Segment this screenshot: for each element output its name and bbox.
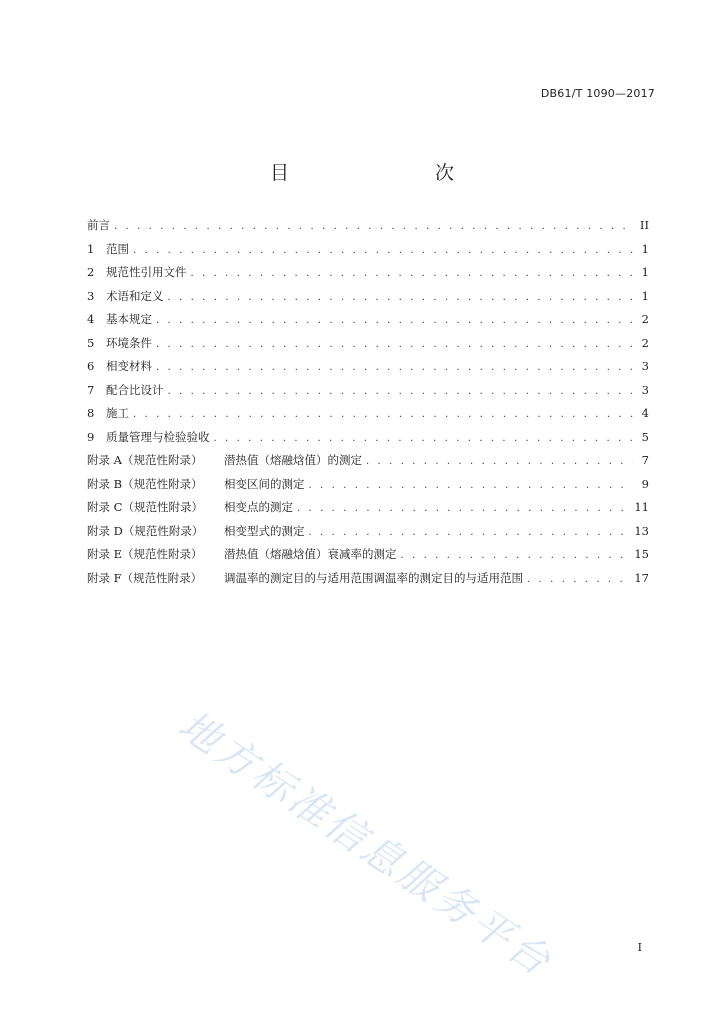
- toc-entry-number: 7: [87, 382, 95, 397]
- dot-leader: [214, 433, 634, 444]
- dot-leader: [133, 409, 633, 420]
- toc-entry-8[interactable]: [87, 405, 649, 429]
- toc-entry-9[interactable]: [87, 429, 649, 453]
- dot-leader: [156, 315, 633, 326]
- toc-entry-page: 1: [641, 241, 649, 256]
- toc-entry-label: 配合比设计: [106, 382, 164, 397]
- toc-entry-label: 施工: [106, 406, 129, 420]
- toc-entry-page: 2: [641, 335, 649, 350]
- dot-leader: [156, 339, 633, 350]
- toc-entry-page: 13: [634, 523, 649, 538]
- appendix-prefix: 附录 F（规范性附录）: [87, 570, 203, 585]
- appendix-prefix: 附录 E（规范性附录）: [87, 547, 203, 561]
- toc-entry-label: 规范性引用文件: [106, 265, 187, 279]
- dot-leader: [297, 503, 628, 514]
- toc-entry-3[interactable]: [87, 288, 649, 312]
- toc-entry-1[interactable]: [87, 241, 649, 265]
- toc-entry-page: 1: [641, 288, 649, 303]
- page-number: I: [637, 941, 642, 954]
- page-title: 目 次: [269, 162, 490, 184]
- toc-entry-page: 3: [641, 382, 649, 397]
- dot-leader: [156, 362, 633, 373]
- appendix-label: 潜热值（熔融焓值）衰减率的测定: [224, 547, 397, 561]
- appendix-label: 相变型式的测定: [224, 523, 305, 538]
- toc-entry-page: 11: [634, 500, 649, 514]
- toc-entry-label: 前言: [87, 218, 110, 232]
- toc-entry-page: 1: [641, 265, 649, 279]
- dot-leader: [309, 480, 634, 491]
- appendix-label: 相变区间的测定: [224, 476, 305, 491]
- toc-entry-4[interactable]: [87, 311, 649, 335]
- toc-entry-number: 3: [87, 288, 95, 303]
- toc-entry-5[interactable]: [87, 335, 649, 359]
- toc-entry-page: 9: [641, 476, 649, 491]
- toc-entry-7[interactable]: [87, 382, 649, 406]
- dot-leader: [114, 221, 633, 232]
- toc-appendix-a[interactable]: [87, 452, 649, 476]
- toc-entry-foreword[interactable]: [87, 217, 649, 241]
- toc-entry-2[interactable]: [87, 264, 649, 288]
- toc-entry-page: 7: [641, 453, 649, 467]
- toc-entry-6[interactable]: [87, 358, 649, 382]
- toc-entry-number: 8: [87, 406, 95, 420]
- appendix-label: 相变点的测定: [224, 500, 293, 514]
- toc-appendix-d[interactable]: [87, 523, 649, 547]
- toc-entry-page: 17: [634, 570, 649, 585]
- toc-entry-number: 5: [87, 335, 95, 350]
- toc-appendix-f[interactable]: [87, 570, 649, 594]
- toc-entry-page: II: [639, 218, 649, 232]
- appendix-prefix: 附录 D（规范性附录）: [87, 523, 204, 538]
- toc-entry-label: 环境条件: [106, 335, 152, 350]
- toc-entry-page: 5: [641, 429, 649, 444]
- dot-leader: [527, 574, 628, 585]
- dot-leader: [366, 456, 633, 467]
- dot-leader: [168, 292, 634, 303]
- appendix-label: 调温率的测定目的与适用范围调温率的测定目的与适用范围: [224, 570, 523, 585]
- toc-entry-number: 2: [87, 265, 95, 279]
- appendix-label: 潜热值（熔融焓值）的测定: [224, 453, 362, 467]
- document-code: DB61/T 1090—2017: [540, 87, 655, 100]
- appendix-prefix: 附录 A（规范性附录）: [87, 453, 203, 467]
- dot-leader: [133, 245, 633, 256]
- toc-entry-label: 术语和定义: [106, 288, 164, 303]
- toc-appendix-c[interactable]: [87, 499, 649, 523]
- dot-leader: [309, 527, 629, 538]
- dot-leader: [168, 386, 634, 397]
- toc-entry-page: 3: [641, 359, 649, 373]
- dot-leader: [191, 268, 634, 279]
- toc-entry-page: 4: [641, 406, 649, 420]
- toc-entry-page: 2: [641, 312, 649, 326]
- watermark: 地方标准信息服务平台: [170, 702, 561, 987]
- toc-appendix-e[interactable]: [87, 546, 649, 570]
- appendix-prefix: 附录 B（规范性附录）: [87, 476, 203, 491]
- toc-entry-label: 基本规定: [106, 312, 152, 326]
- toc-entry-label: 范围: [106, 241, 129, 256]
- appendix-prefix: 附录 C（规范性附录）: [87, 500, 203, 514]
- toc-entry-number: 9: [87, 429, 95, 444]
- toc-entry-number: 1: [87, 241, 95, 256]
- toc-entry-page: 15: [634, 547, 649, 561]
- table-of-contents: [87, 217, 649, 593]
- dot-leader: [401, 550, 629, 561]
- toc-entry-label: 相变材料: [106, 359, 152, 373]
- toc-entry-label: 质量管理与检验验收: [106, 429, 210, 444]
- toc-entry-number: 4: [87, 312, 95, 326]
- toc-entry-number: 6: [87, 359, 95, 373]
- toc-appendix-b[interactable]: [87, 476, 649, 500]
